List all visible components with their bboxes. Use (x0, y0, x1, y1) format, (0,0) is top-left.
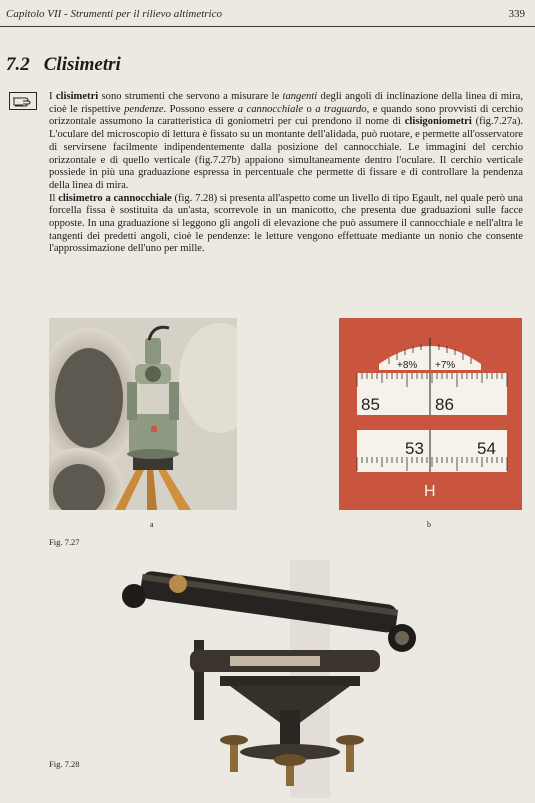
reading-53: 53 (405, 439, 424, 458)
figure-7-27-label: Fig. 7.27 (49, 537, 80, 547)
page-number: 339 (508, 8, 525, 20)
figure-7-28-instrument (110, 560, 420, 798)
figure-7-28-label: Fig. 7.28 (49, 759, 80, 769)
reading-86: 86 (435, 395, 454, 414)
header-rule (0, 26, 535, 27)
paragraph-clisimetri: I clisimetri sono strumenti che servono a misurare le tangenti degli angoli di inclinazione della linea di mira, cioè le rispettive pendenze. Possono essere a cannocchiale o a traguardo, e quando sono provvisti di cerchio orizzontale assumono la caratteristica di goniometri per cui prendono il nome di clisigoniometri (fig.7.27a). L'oculare del microscopio di lettura è fissato su un montante dell'alidada, può ruotare, e permette all'osservatore di servirsene facilmente indipendentemente dalla posizione del cannocchiale. Le immagini del cerchio orizzontale e di quello verticale (fig.7.27b) appaiono simultaneamente dentro l'oculare. Il cerchio verticale possiede in più una graduazione espressa in percentuale che permette di fissare e di controllare la pendenza della linea di mira. (49, 91, 524, 191)
reading-85: 85 (361, 395, 380, 414)
paragraph-clisimetro-cannocchiale: Il clisimetro a cannocchiale (fig. 7.28) si presenta all'aspetto come un livello di tipo Egault, nel quale però una forcella fissa è sostituita da un'asta, scorrevole in un manicotto, che presenta due graduazioni sulle facce opposte. In una graduazione si leggono gli angoli di elevazione che può assumere il cannocchiale e nell'altra le tangenti dei predetti angoli, cioè le pendenze: le letture vengono effettuate mediante un nonio che consente l'approssimazione dell'uno per mille. (49, 192, 524, 255)
horizontal-circle-h-label: H (424, 483, 436, 500)
section-number: 7.2 (6, 54, 30, 75)
section-title (6, 54, 121, 76)
pct-left-label: +8% (397, 360, 418, 371)
reading-54: 54 (477, 439, 496, 458)
running-header: Capitolo VII - Strumenti per il rilievo altimetrico (6, 8, 222, 20)
section-heading: Clisimetri (43, 54, 121, 75)
pointing-hand-icon (9, 92, 37, 110)
body-text (49, 91, 523, 256)
pct-right-label: +7% (435, 360, 456, 371)
caption-b: b (427, 520, 431, 529)
figure-7-27b-scale-readout (339, 318, 522, 510)
figure-7-27a-photo (49, 318, 237, 510)
caption-a: a (150, 520, 154, 529)
